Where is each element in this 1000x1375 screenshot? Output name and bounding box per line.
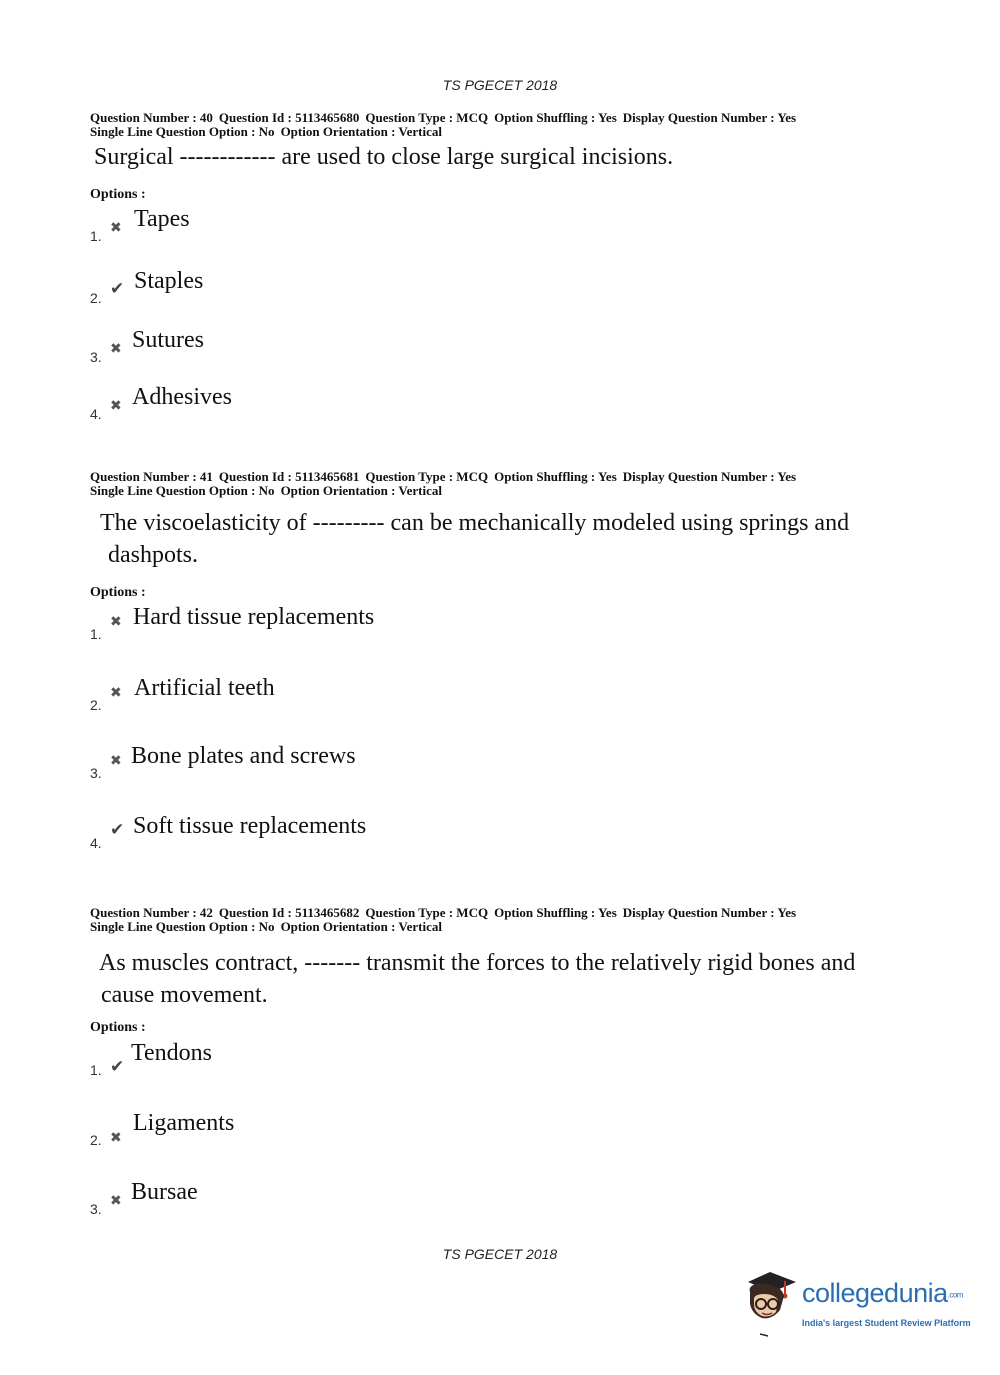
question-type: Question Type : MCQ xyxy=(365,905,489,920)
question-number: Question Number : 42 xyxy=(90,905,213,920)
options-label: Options : xyxy=(90,187,146,202)
display-question-number: Display Question Number : Yes xyxy=(622,469,797,484)
question-text-line: As muscles contract, ------- transmit the forces to the relatively rigid bones and xyxy=(99,950,856,976)
option-item xyxy=(90,206,690,246)
option-item xyxy=(90,1110,690,1150)
question-type: Question Type : MCQ xyxy=(365,110,489,125)
option-number: 2. xyxy=(90,1132,102,1148)
check-icon: ✔ xyxy=(110,820,125,839)
question-text xyxy=(94,141,673,173)
option-number: 2. xyxy=(90,697,102,713)
page-header: TS PGECET 2018 xyxy=(442,77,558,93)
question-id: Question Id : 5113465680 xyxy=(218,110,360,125)
option-text: Ligaments xyxy=(133,1110,235,1136)
question-meta xyxy=(90,906,802,934)
check-icon: ✔ xyxy=(110,279,125,298)
option-text: Artificial teeth xyxy=(134,675,275,701)
question-text-line: dashpots. xyxy=(108,542,198,568)
option-text: Tendons xyxy=(131,1040,212,1066)
option-item xyxy=(90,604,690,644)
option-shuffling: Option Shuffling : Yes xyxy=(494,110,617,125)
option-item xyxy=(90,813,690,853)
cross-icon: ✖ xyxy=(110,686,122,701)
logo-wordmark: collegedunia.com xyxy=(802,1278,963,1308)
question-number: Question Number : 40 xyxy=(90,110,213,125)
question-meta xyxy=(90,111,802,139)
option-number: 1. xyxy=(90,1062,102,1078)
single-line-option: Single Line Question Option : No xyxy=(90,124,275,139)
option-number: 4. xyxy=(90,406,102,422)
option-item xyxy=(90,675,690,715)
question-text-line: cause movement. xyxy=(101,982,268,1008)
option-shuffling: Option Shuffling : Yes xyxy=(494,905,617,920)
question-id: Question Id : 5113465681 xyxy=(218,469,360,484)
option-text: Hard tissue replacements xyxy=(133,604,375,630)
question-text xyxy=(100,507,849,571)
option-text: Staples xyxy=(134,268,204,294)
option-number: 3. xyxy=(90,765,102,781)
single-line-option: Single Line Question Option : No xyxy=(90,919,275,934)
single-line-option: Single Line Question Option : No xyxy=(90,483,275,498)
option-number: 1. xyxy=(90,626,102,642)
cross-icon: ✖ xyxy=(110,399,122,414)
option-number: 3. xyxy=(90,1201,102,1217)
question-text xyxy=(99,947,855,1011)
cross-icon: ✖ xyxy=(110,754,122,769)
option-text: Adhesives xyxy=(132,384,232,410)
option-item xyxy=(90,268,690,308)
mascot-icon xyxy=(740,1268,802,1338)
option-shuffling: Option Shuffling : Yes xyxy=(494,469,617,484)
option-number: 4. xyxy=(90,835,102,851)
option-text: Soft tissue replacements xyxy=(133,813,367,839)
option-text: Bursae xyxy=(131,1179,198,1205)
options-label: Options : xyxy=(90,1020,146,1035)
option-item xyxy=(90,1179,690,1219)
logo-tagline: India's largest Student Review Platform xyxy=(802,1318,971,1328)
option-orientation: Option Orientation : Vertical xyxy=(280,919,442,934)
question-text-line: Surgical ------------ are used to close large surgical incisions. xyxy=(94,144,674,170)
option-item xyxy=(90,384,690,424)
option-item xyxy=(90,743,690,783)
options-label: Options : xyxy=(90,585,146,600)
option-number: 1. xyxy=(90,228,102,244)
option-orientation: Option Orientation : Vertical xyxy=(280,483,442,498)
option-number: 3. xyxy=(90,349,102,365)
option-text: Tapes xyxy=(134,206,190,232)
option-text: Bone plates and screws xyxy=(131,743,356,769)
question-meta xyxy=(90,470,802,498)
question-type: Question Type : MCQ xyxy=(365,469,489,484)
question-id: Question Id : 5113465682 xyxy=(218,905,360,920)
display-question-number: Display Question Number : Yes xyxy=(622,905,797,920)
option-item xyxy=(90,327,690,367)
option-text: Sutures xyxy=(132,327,204,353)
option-number: 2. xyxy=(90,290,102,306)
question-number: Question Number : 41 xyxy=(90,469,213,484)
cross-icon: ✖ xyxy=(110,1131,122,1146)
option-orientation: Option Orientation : Vertical xyxy=(280,124,442,139)
cross-icon: ✖ xyxy=(110,221,122,236)
page-footer: TS PGECET 2018 xyxy=(442,1246,558,1262)
question-text-line: The viscoelasticity of --------- can be mechanically modeled using springs and xyxy=(100,510,850,536)
cross-icon: ✖ xyxy=(110,342,122,357)
check-icon: ✔ xyxy=(110,1057,125,1076)
cross-icon: ✖ xyxy=(110,1194,122,1209)
option-item xyxy=(90,1040,690,1080)
display-question-number: Display Question Number : Yes xyxy=(622,110,797,125)
collegedunia-logo xyxy=(740,1268,970,1338)
cross-icon: ✖ xyxy=(110,615,122,630)
